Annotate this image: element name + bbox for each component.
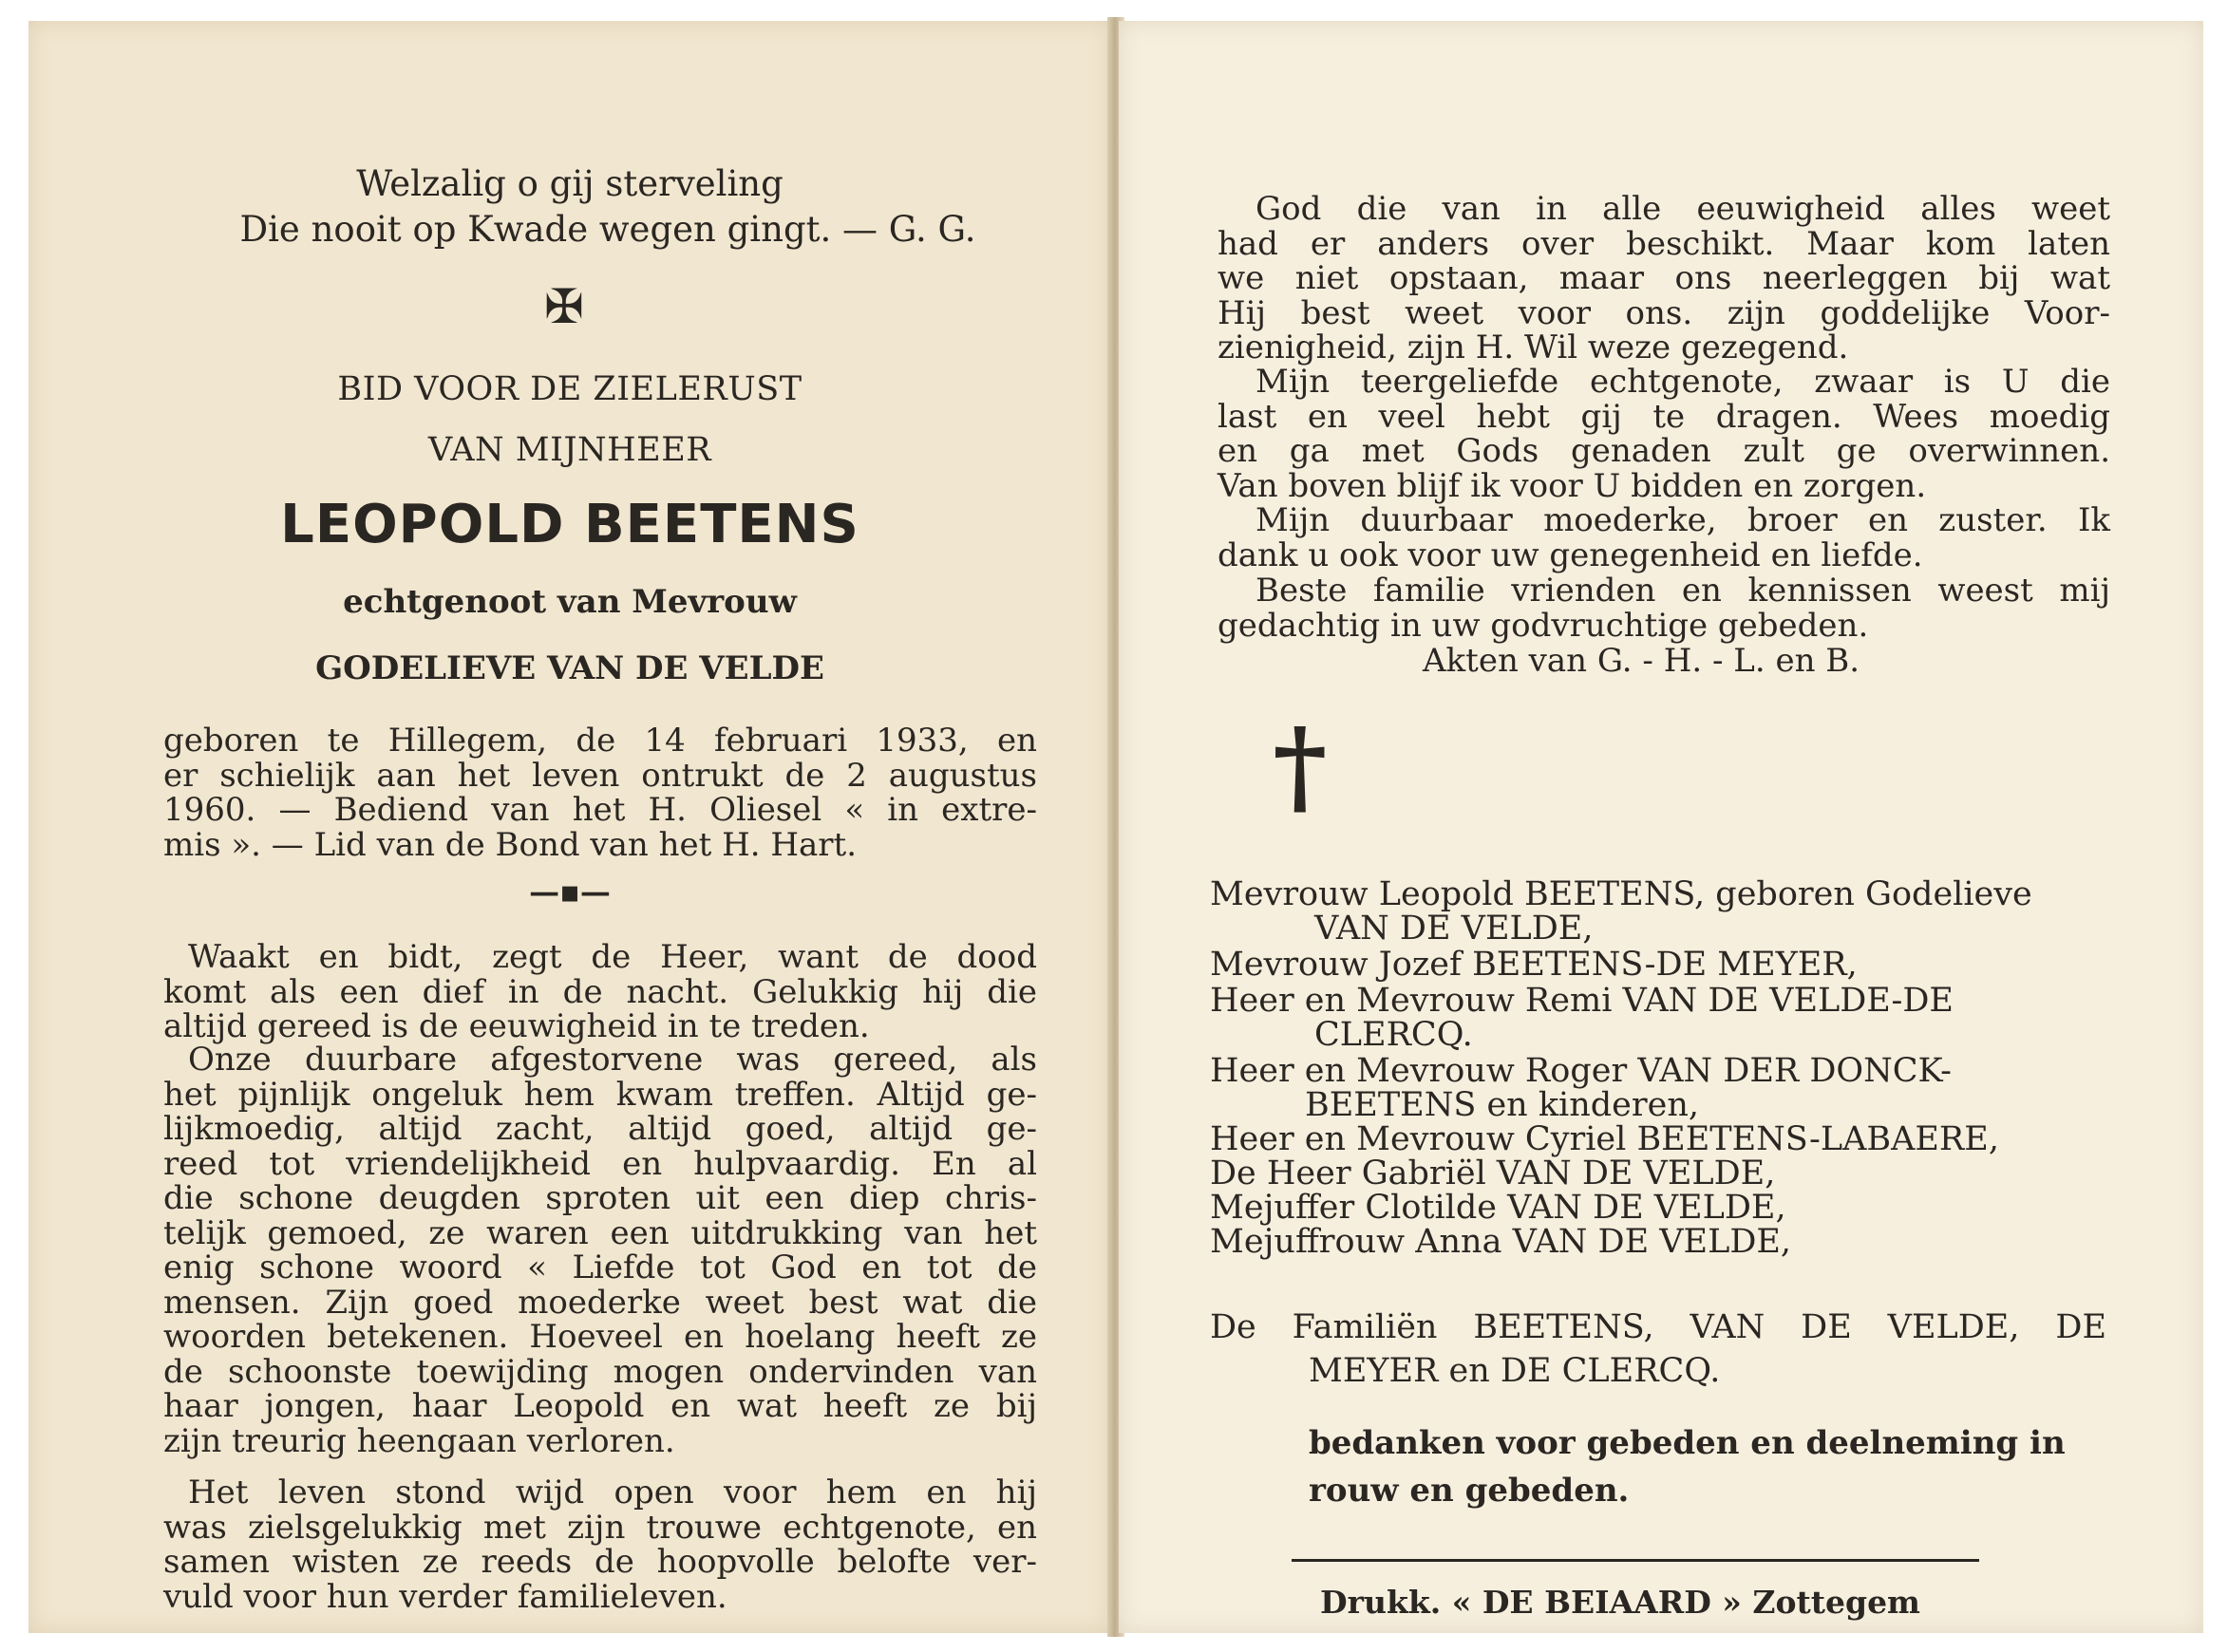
text-line: altijd gereed is de eeuwigheid in te treden. (163, 1007, 870, 1045)
text-line: Waakt en bidt, zegt de Heer, want de dood (188, 938, 1037, 976)
families-line: De Familiën BEETENS, VAN DE VELDE, DE (1210, 1308, 2106, 1346)
spouse-intro: echtgenoot van Mevrouw (343, 583, 797, 621)
family-line: Mejuffrouw Anna VAN DE VELDE, (1210, 1223, 1792, 1261)
footer-rule (1292, 1559, 1979, 1562)
text-line: telijk gemoed, ze waren een uitdrukking van het (163, 1213, 1037, 1252)
verse-line-1: Welzalig o gij sterveling (356, 163, 784, 204)
text-line: we niet opstaan, maar ons neerleggen bij wat (1218, 259, 2110, 297)
paragraph-3 (163, 1475, 1037, 1614)
acts-line: Akten van G. - H. - L. en B. (1423, 642, 1860, 680)
printer-line: Drukk. « DE BEIAARD » Zottegem (1320, 1584, 1920, 1621)
text-line: die schone deugden sproten uit een diep chris- (163, 1179, 1037, 1217)
text-line: woorden betekenen. Hoeveel en hoelang heeft ze (163, 1318, 1037, 1356)
text-line: Het leven stond wijd open voor hem en hij (188, 1474, 1037, 1511)
bio-line: mis ». — Lid van de Bond van het H. Hart. (163, 825, 858, 864)
text-line: God die van in alle eeuwigheid alles weet (1256, 190, 2110, 228)
text-line: was zielsgelukkig met zijn trouwe echtgenote, en (163, 1508, 1037, 1547)
family-line: Heer en Mevrouw Roger VAN DER DONCK- (1210, 1052, 1952, 1090)
text-line: komt als een dief in de nacht. Gelukkig hij die (163, 972, 1037, 1011)
bio-line: 1960. — Bediend van het H. Oliesel « in extre- (163, 791, 1037, 829)
family-line: De Heer Gabriël VAN DE VELDE, (1210, 1155, 1776, 1192)
thanks-line: rouw en gebeden. (1309, 1472, 1630, 1510)
deceased-name: LEOPOLD BEETENS (280, 494, 859, 555)
text-line: vuld voor hun verder familieleven. (163, 1577, 727, 1616)
text-line: Mijn teergeliefde echtgenote, zwaar is U die (1256, 363, 2110, 401)
family-line: Mevrouw Leopold BEETENS, geboren Godelieve (1210, 875, 2032, 913)
text-line: Mijn duurbaar moederke, broer en zuster. Ik (1256, 501, 2110, 539)
thanks-line: bedanken voor gebeden en deelneming in (1309, 1424, 2066, 1462)
paragraph-1 (163, 940, 1037, 1044)
left-page (28, 21, 1111, 1633)
spouse-name: GODELIEVE VAN DE VELDE (315, 649, 824, 687)
text-line: lijkmoedig, altijd zacht, altijd goed, altijd ge- (163, 1110, 1037, 1148)
right-paragraph-1 (1218, 192, 2110, 366)
text-line: dank u ook voor uw genegenheid en liefde. (1218, 535, 1923, 574)
prayer-line-1: BID VOOR DE ZIELERUST (337, 370, 802, 408)
text-line: samen wisten ze reeds de hoopvolle belofte ver- (163, 1543, 1037, 1581)
right-paragraph-4 (1218, 573, 2110, 643)
family-line: CLERCQ. (1314, 1016, 1473, 1054)
text-line: de schoonste toewijding mogen ondervinden van (163, 1352, 1037, 1391)
text-line: had er anders over beschikt. Maar kom laten (1218, 224, 2110, 263)
text-line: en ga met Gods genaden zult ge overwinnen. (1218, 432, 2110, 470)
families-line: MEYER en DE CLERCQ. (1309, 1352, 1721, 1390)
text-line: last en veel hebt gij te dragen. Wees moedig (1218, 397, 2110, 436)
paragraph-2 (163, 1042, 1037, 1458)
right-paragraph-2 (1218, 365, 2110, 503)
text-line: mensen. Zijn goed moederke weet best wat die (163, 1283, 1037, 1322)
text-line: gedachtig in uw godvruchtige gebeden. (1218, 606, 1869, 645)
family-line: Mevrouw Jozef BEETENS-DE MEYER, (1210, 946, 1858, 984)
text-line: reed tot vriendelijkheid en hulpvaardig. En al (163, 1144, 1037, 1183)
family-line: Heer en Mevrouw Cyriel BEETENS-LABAERE, (1210, 1120, 1999, 1158)
text-line: Van boven blijf ik voor U bidden en zorgen. (1218, 466, 1927, 505)
text-line: zijn treurig heengaan verloren. (163, 1421, 675, 1460)
text-line: enig schone woord « Liefde tot God en tot de (163, 1248, 1037, 1286)
family-line: Heer en Mevrouw Remi VAN DE VELDE-DE (1210, 982, 1954, 1020)
bio-line: er schielijk aan het leven ontrukt de 2 augustus (163, 756, 1037, 795)
text-line: haar jongen, haar Leopold en wat heeft ze bij (163, 1387, 1037, 1425)
text-line: zienigheid, zijn H. Wil weze gezegend. (1218, 329, 1849, 366)
verse-line-2: Die nooit op Kwade wegen gingt. — G. G. (239, 209, 976, 250)
right-page (1119, 21, 2203, 1633)
family-line: Mejuffer Clotilde VAN DE VELDE, (1210, 1189, 1786, 1227)
text-line: Beste familie vrienden en kennissen weest mij (1256, 572, 2110, 610)
bio-line: geboren te Hillegem, de 14 februari 1933, en (163, 722, 1037, 760)
text-line: het pijnlijk ongeluk hem kwam treffen. Altijd ge- (163, 1075, 1037, 1114)
prayer-line-2: VAN MIJNHEER (427, 431, 712, 469)
biography (163, 723, 1037, 862)
cross-pattee-icon: ✠ (544, 279, 584, 334)
divider-ornament: —▪— (529, 873, 611, 910)
family-line: BEETENS en kinderen, (1305, 1086, 1699, 1124)
text-line: Onze duurbare afgestorvene was gereed, als (188, 1041, 1037, 1079)
right-paragraph-3 (1218, 503, 2110, 573)
text-line: Hij best weet voor ons. zijn goddelijke Voor- (1218, 293, 2110, 332)
latin-cross-icon: † (1273, 704, 1328, 827)
family-line: VAN DE VELDE, (1314, 910, 1594, 948)
